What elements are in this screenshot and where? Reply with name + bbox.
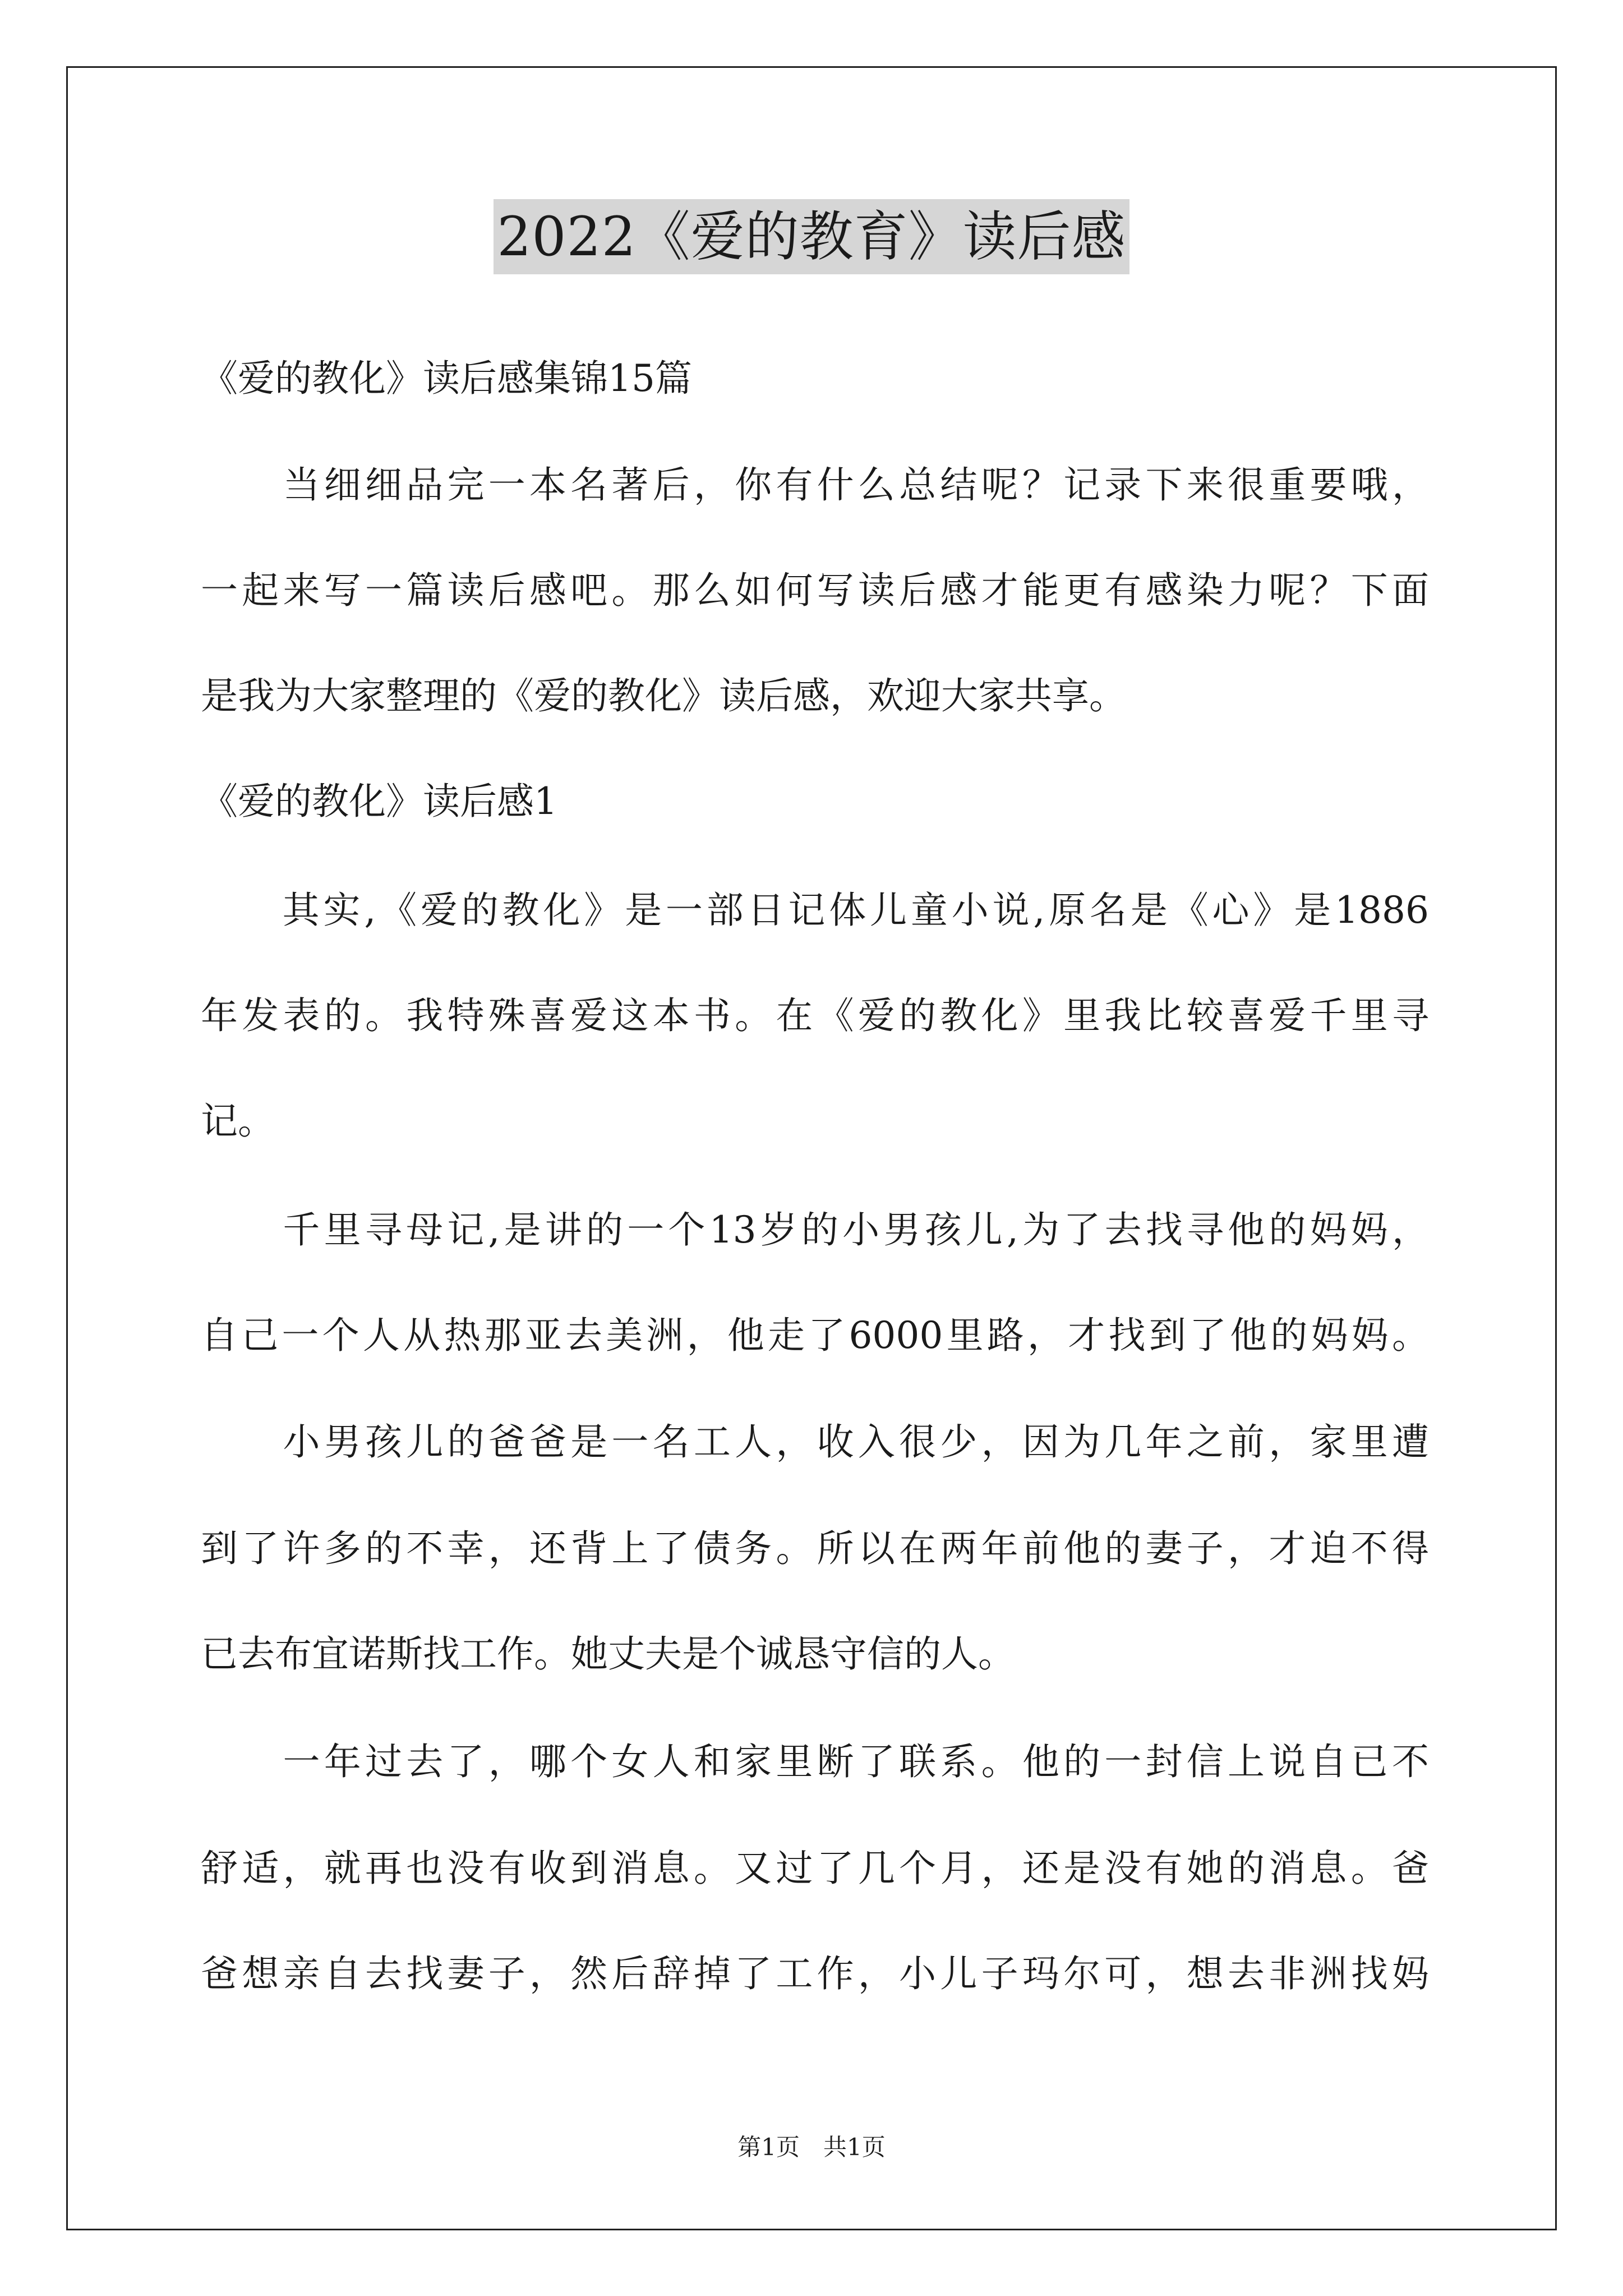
paragraph-line: 到了许多的不幸，还背上了债务。所以在两年前他的妻子，才迫不得 xyxy=(201,1527,1429,1570)
paragraph-line: 是我为大家整理的《爱的教化》读后感，欢迎大家共享。 xyxy=(201,674,1126,717)
paragraph-line: 小男孩儿的爸爸是一名工人，收入很少，因为几年之前，家里遭 xyxy=(201,1420,1429,1464)
page-footer: 第1页 共1页 xyxy=(737,2133,886,2161)
paragraph-line: 年发表的。我特殊喜爱这本书。在《爱的教化》里我比较喜爱千里寻 xyxy=(201,994,1429,1037)
paragraph-line: 一起来写一篇读后感吧。那么如何写读后感才能更有感染力呢？下面 xyxy=(201,569,1429,612)
section-heading: 《爱的教化》读后感1 xyxy=(201,780,557,823)
paragraph-line: 已去布宜诺斯找工作。她丈夫是个诚恳守信的人。 xyxy=(201,1632,1015,1676)
subtitle-line: 《爱的教化》读后感集锦15篇 xyxy=(201,357,692,400)
paragraph-line: 当细细品完一本名著后，你有什么总结呢？记录下来很重要哦， xyxy=(201,463,1429,507)
paragraph-line: 其实,《爱的教化》是一部日记体儿童小说,原名是《心》是1886 xyxy=(201,889,1429,932)
paragraph-line: 一年过去了，哪个女人和家里断了联系。他的一封信上说自已不 xyxy=(201,1740,1429,1783)
document-title: 2022《爱的教育》读后感 xyxy=(494,199,1129,274)
title-container xyxy=(0,199,1623,274)
paragraph-line: 记。 xyxy=(201,1099,275,1143)
paragraph-line: 爸想亲自去找妻子，然后辞掉了工作，小儿子玛尔可，想去非洲找妈 xyxy=(201,1952,1429,1995)
paragraph-line: 舒适，就再也没有收到消息。又过了几个月，还是没有她的消息。爸 xyxy=(201,1847,1429,1890)
paragraph-line: 自己一个人从热那亚去美洲，他走了6000里路，才找到了他的妈妈。 xyxy=(201,1314,1429,1357)
paragraph-line: 千里寻母记,是讲的一个13岁的小男孩儿,为了去找寻他的妈妈， xyxy=(201,1208,1429,1251)
